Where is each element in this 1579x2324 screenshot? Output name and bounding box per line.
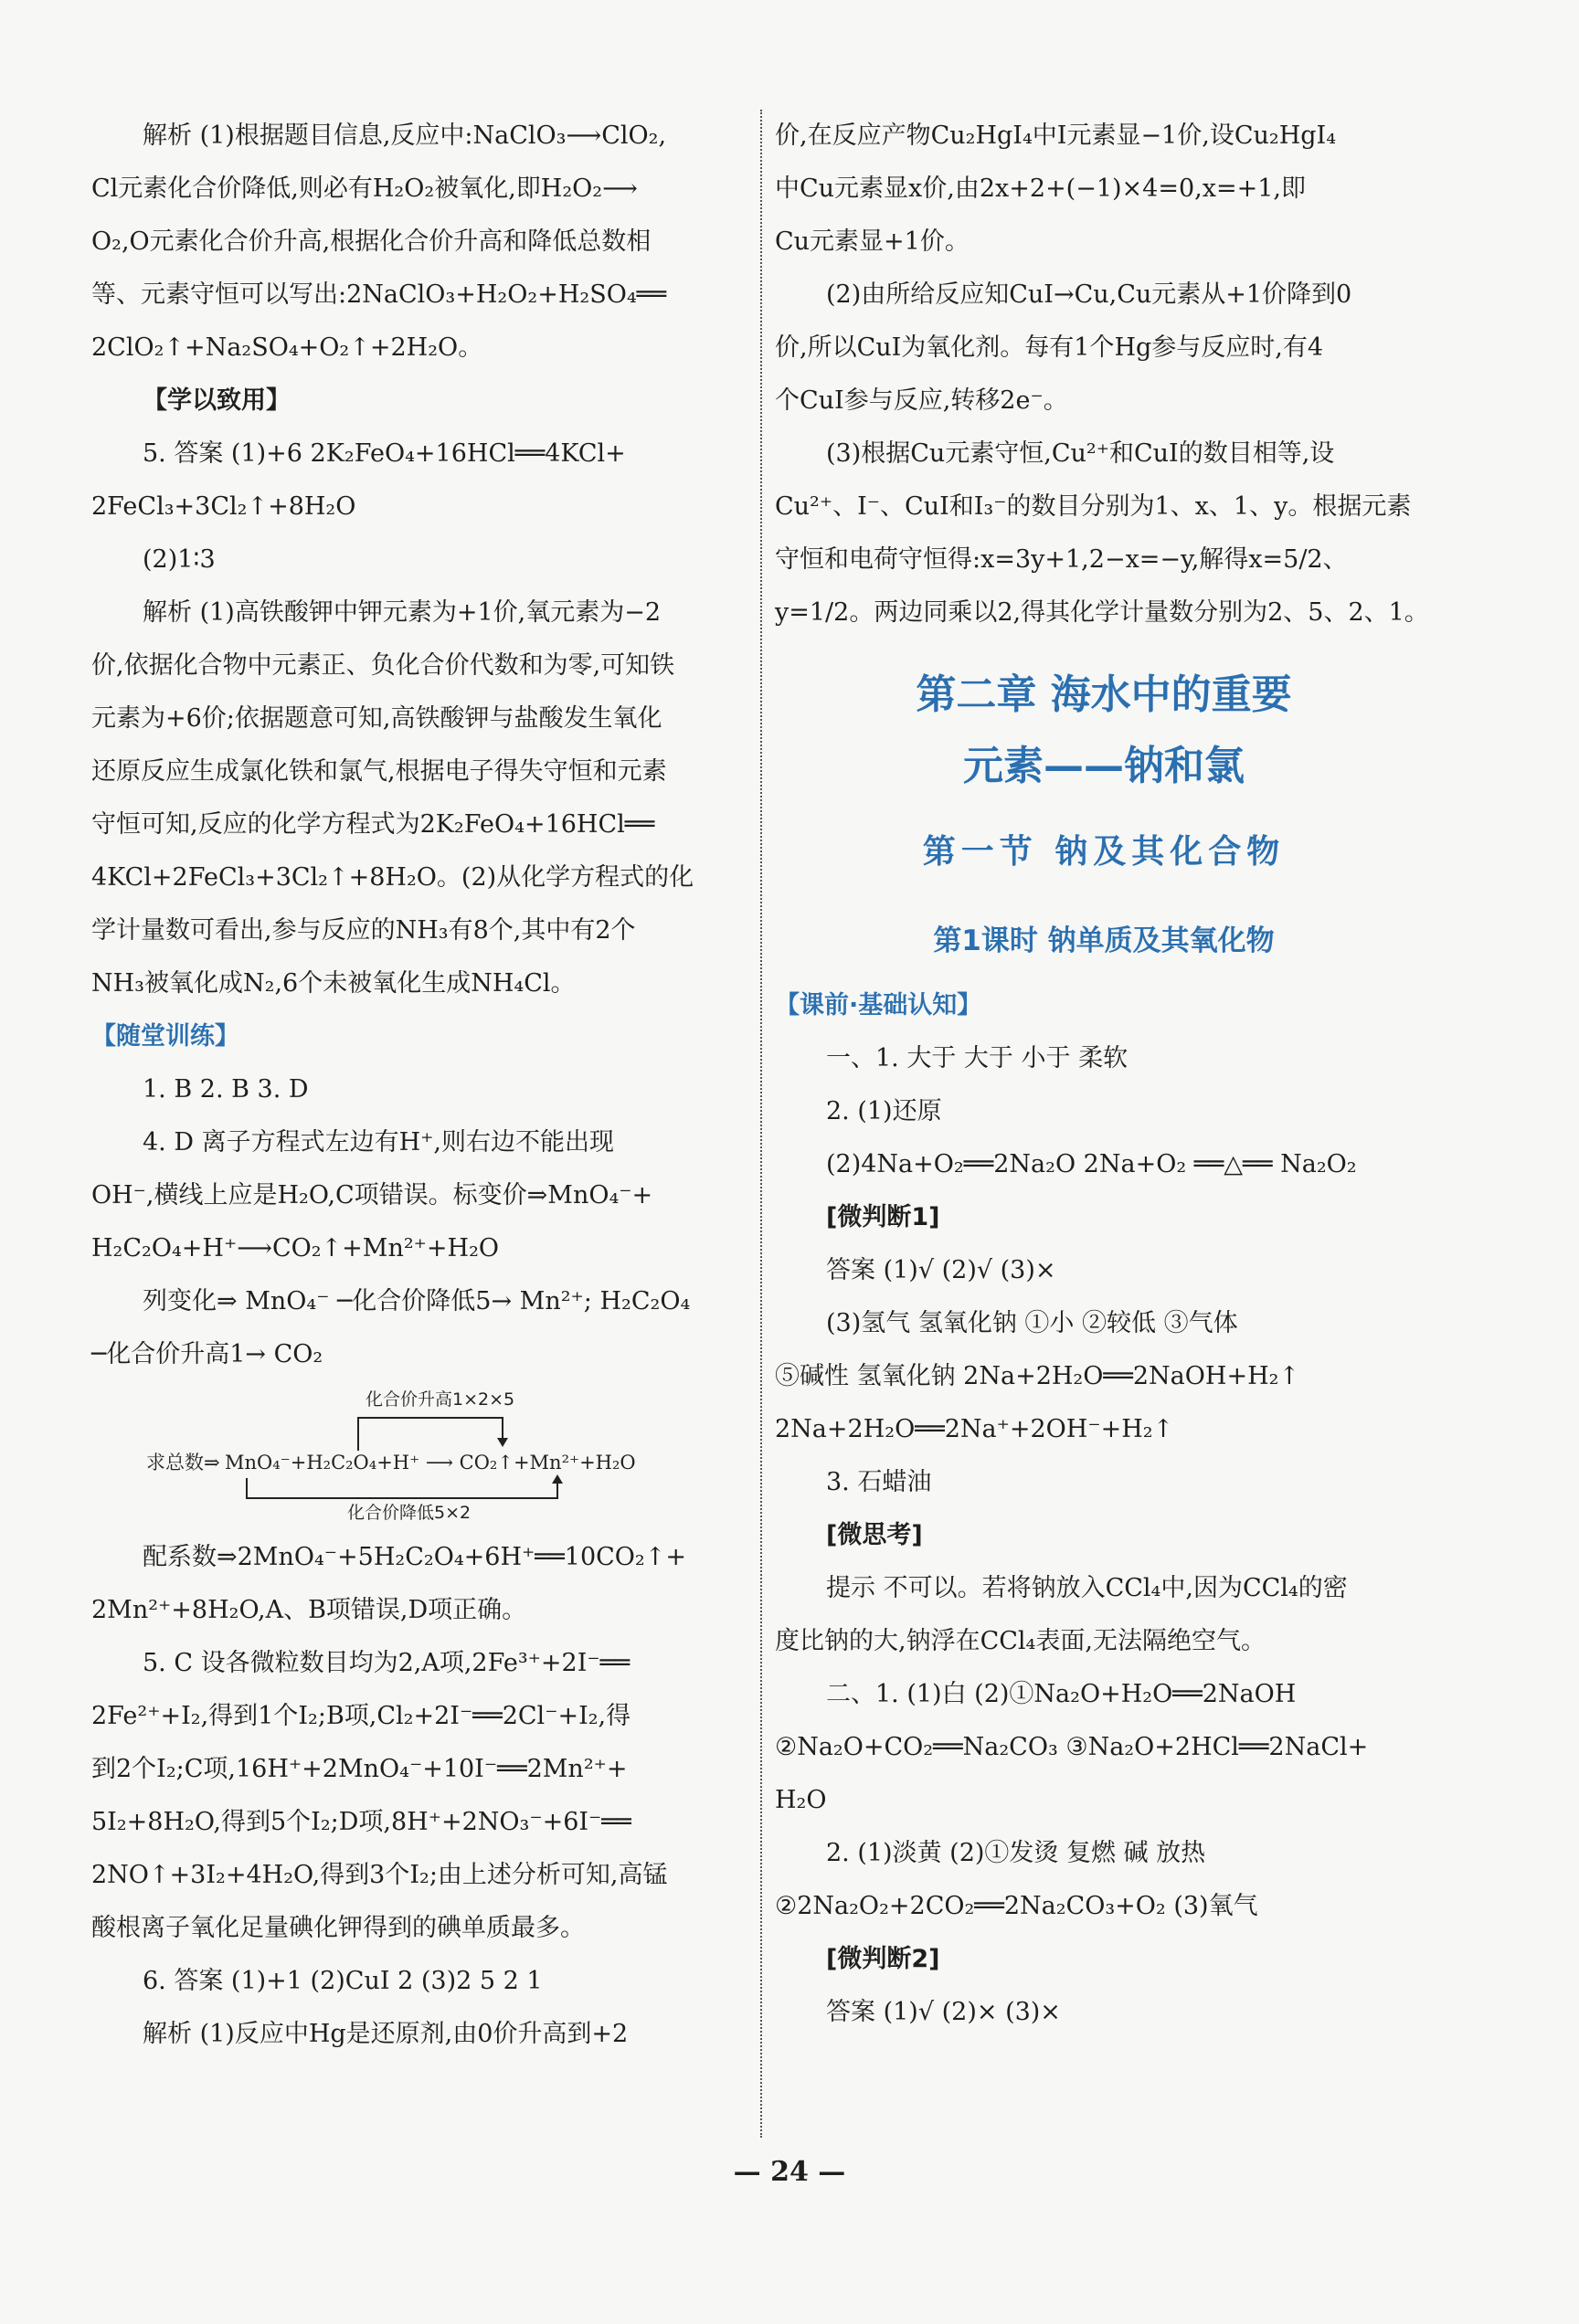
chapter-title-line2: 元素——钠和氯	[963, 743, 1245, 789]
text-line: 【课前·基础认知】	[775, 991, 982, 1019]
text-line: 2Mn²⁺+8H₂O,A、B项错误,D项正确。	[91, 1596, 527, 1624]
text-line: 4KCl+2FeCl₃+3Cl₂↑+8H₂O。(2)从化学方程式的化	[91, 863, 694, 892]
diagram-top-arrowhead	[497, 1438, 508, 1447]
diagram-bottom-label: 化合价降低5×2	[347, 1503, 472, 1522]
text-line: (2)4Na+O₂══2Na₂O 2Na+O₂ ══△══ Na₂O₂	[826, 1150, 1357, 1178]
text-line: [微思考]	[826, 1521, 923, 1549]
diagram-bottom-arrowhead	[552, 1474, 563, 1484]
text-line: NH₃被氧化成N₂,6个未被氧化生成NH₄Cl。	[91, 969, 576, 998]
text-line: 中Cu元素显x价,由2x+2+(−1)×4=0,x=+1,即	[775, 174, 1306, 203]
text-line: 元素为+6价;依据题意可知,高铁酸钾与盐酸发生氧化	[91, 704, 662, 733]
text-line: OH⁻,横线上应是H₂O,C项错误。标变价⇒MnO₄⁻+	[91, 1181, 653, 1210]
right-column	[775, 110, 1433, 2039]
text-line: Cu²⁺、I⁻、CuI和I₃⁻的数目分别为1、x、1、y。根据元素	[775, 492, 1412, 521]
left-text-block	[91, 110, 749, 1381]
text-line: y=1/2。两边同乘以2,得其化学计量数分别为2、5、2、1。	[775, 598, 1429, 627]
text-line: (3)氢气 氢氧化钠 ①小 ②较低 ③气体	[826, 1309, 1238, 1337]
diagram-bottom-bracket	[247, 1478, 557, 1498]
text-line: 学计量数可看出,参与反应的NH₃有8个,其中有2个	[91, 916, 636, 945]
text-line: 价,在反应产物Cu₂HgI₄中I元素显−1价,设Cu₂HgI₄	[775, 121, 1337, 150]
text-line: 3. 石蜡油	[826, 1468, 932, 1496]
text-line: 2NO↑+3I₂+4H₂O,得到3个I₂;由上述分析可知,高锰	[91, 1861, 668, 1889]
text-line: 2ClO₂↑+Na₂SO₄+O₂↑+2H₂O。	[91, 333, 483, 362]
left-text-block-2	[91, 1531, 749, 2061]
text-line: H₂C₂O₄+H⁺⟶CO₂↑+Mn²⁺+H₂O	[91, 1234, 500, 1262]
text-line: Cu元素显+1价。	[775, 227, 970, 256]
text-line: 到2个I₂;C项,16H⁺+2MnO₄⁻+10I⁻══2Mn²⁺+	[91, 1755, 628, 1783]
text-line: (3)根据Cu元素守恒,Cu²⁺和CuI的数目相等,设	[826, 439, 1335, 468]
text-line: 酸根离子氧化足量碘化钾得到的碘单质最多。	[91, 1914, 585, 1942]
text-line: 5I₂+8H₂O,得到5个I₂;D项,8H⁺+2NO₃⁻+6I⁻══	[91, 1808, 631, 1836]
text-line: 2Na+2H₂O══2Na⁺+2OH⁻+H₂↑	[775, 1415, 1174, 1443]
text-line: 6. 答案 (1)+1 (2)CuI 2 (3)2 5 2 1	[143, 1967, 543, 1995]
text-line: 解析 (1)根据题目信息,反应中:NaClO₃⟶ClO₂,	[143, 121, 667, 150]
text-line: 1. B 2. B 3. D	[143, 1075, 309, 1104]
text-line: Cl元素化合价降低,则必有H₂O₂被氧化,即H₂O₂⟶	[91, 174, 638, 203]
text-line: 5. C 设各微粒数目均为2,A项,2Fe³⁺+2I⁻══	[143, 1649, 631, 1677]
text-line: ⑤碱性 氢氧化钠 2Na+2H₂O══2NaOH+H₂↑	[775, 1362, 1300, 1390]
text-line: 列变化⇒ MnO₄⁻ ─化合价降低5→ Mn²⁺; H₂C₂O₄	[143, 1287, 691, 1315]
text-line: H₂O	[775, 1786, 827, 1814]
text-line: 等、元素守恒可以写出:2NaClO₃+H₂O₂+H₂SO₄══	[91, 280, 667, 309]
redox-diagram	[146, 1385, 713, 1522]
text-line: 5. 答案 (1)+6 2K₂FeO₄+16HCl══4KCl+	[143, 439, 626, 468]
text-line: 解析 (1)反应中Hg是还原剂,由0价升高到+2	[143, 2020, 629, 2048]
text-line: 提示 不可以。若将钠放入CCl₄中,因为CCl₄的密	[826, 1574, 1348, 1602]
page-number: — 24 —	[733, 2156, 846, 2188]
text-line: 二、1. (1)白 (2)①Na₂O+H₂O══2NaOH	[826, 1680, 1297, 1708]
lesson-title: 第1课时 钠单质及其氧化物	[933, 924, 1275, 957]
text-line: 【学以致用】	[143, 386, 291, 415]
text-line: 答案 (1)√ (2)× (3)×	[826, 1998, 1061, 2026]
chapter-title-line1: 第二章 海水中的重要	[916, 671, 1292, 718]
text-line: 守恒可知,反应的化学方程式为2K₂FeO₄+16HCl══	[91, 810, 655, 839]
text-line: ②2Na₂O₂+2CO₂══2Na₂CO₃+O₂ (3)氧气	[775, 1892, 1258, 1920]
text-line: 还原反应生成氯化铁和氯气,根据电子得失守恒和元素	[91, 757, 667, 786]
chapter-title	[775, 660, 1433, 802]
text-line: 一、1. 大于 大于 小于 柔软	[826, 1044, 1129, 1072]
text-line: 答案 (1)√ (2)√ (3)×	[826, 1256, 1056, 1284]
text-line: ②Na₂O+CO₂══Na₂CO₃ ③Na₂O+2HCl══2NaCl+	[775, 1733, 1369, 1761]
text-line: 配系数⇒2MnO₄⁻+5H₂C₂O₄+6H⁺══10CO₂↑+	[143, 1543, 686, 1571]
text-line: 2. (1)淡黄 (2)①发烫 复燃 碱 放热	[826, 1839, 1206, 1867]
text-line: (2)由所给反应知CuI→Cu,Cu元素从+1价降到0	[826, 280, 1352, 309]
text-line: ─化合价升高1→ CO₂	[91, 1340, 323, 1368]
text-line: 2Fe²⁺+I₂,得到1个I₂;B项,Cl₂+2I⁻══2Cl⁻+I₂,得	[91, 1702, 631, 1730]
diagram-top-label: 化合价升高1×2×5	[366, 1389, 515, 1410]
text-line: [微判断2]	[826, 1945, 940, 1973]
text-line: 度比钠的大,钠浮在CCl₄表面,无法隔绝空气。	[775, 1627, 1266, 1655]
section-title: 第一节 钠及其化合物	[922, 833, 1286, 871]
text-line: 解析 (1)高铁酸钾中钾元素为+1价,氧元素为−2	[143, 598, 662, 627]
text-line: 价,所以CuI为氧化剂。每有1个Hg参与反应时,有4	[775, 333, 1324, 362]
diagram-top-bracket	[358, 1418, 503, 1451]
text-line: [微判断1]	[826, 1203, 940, 1231]
left-column	[91, 110, 749, 2061]
text-line: (2)1∶3	[143, 545, 216, 574]
text-line: O₂,O元素化合价升高,根据化合价升高和降低总数相	[91, 227, 652, 256]
diagram-equation: MnO₄⁻+H₂C₂O₄+H⁺ ⟶ CO₂↑+Mn²⁺+H₂O	[225, 1452, 636, 1474]
text-line: 价,依据化合物中元素正、负化合价代数和为零,可知铁	[91, 651, 675, 680]
text-line: 守恒和电荷守恒得:x=3y+1,2−x=−y,解得x=5/2、	[775, 545, 1348, 574]
text-line: 4. D 离子方程式左边有H⁺,则右边不能出现	[143, 1128, 614, 1157]
diagram-prefix: 求总数⇒	[146, 1452, 220, 1474]
text-line: 2FeCl₃+3Cl₂↑+8H₂O	[91, 492, 356, 521]
column-divider	[760, 110, 762, 2138]
text-line: 个CuI参与反应,转移2e⁻。	[775, 386, 1068, 415]
right-text-block-2	[775, 979, 1433, 2039]
right-text-block	[775, 110, 1433, 639]
text-line: 2. (1)还原	[826, 1097, 942, 1125]
text-line: 【随堂训练】	[91, 1022, 239, 1051]
